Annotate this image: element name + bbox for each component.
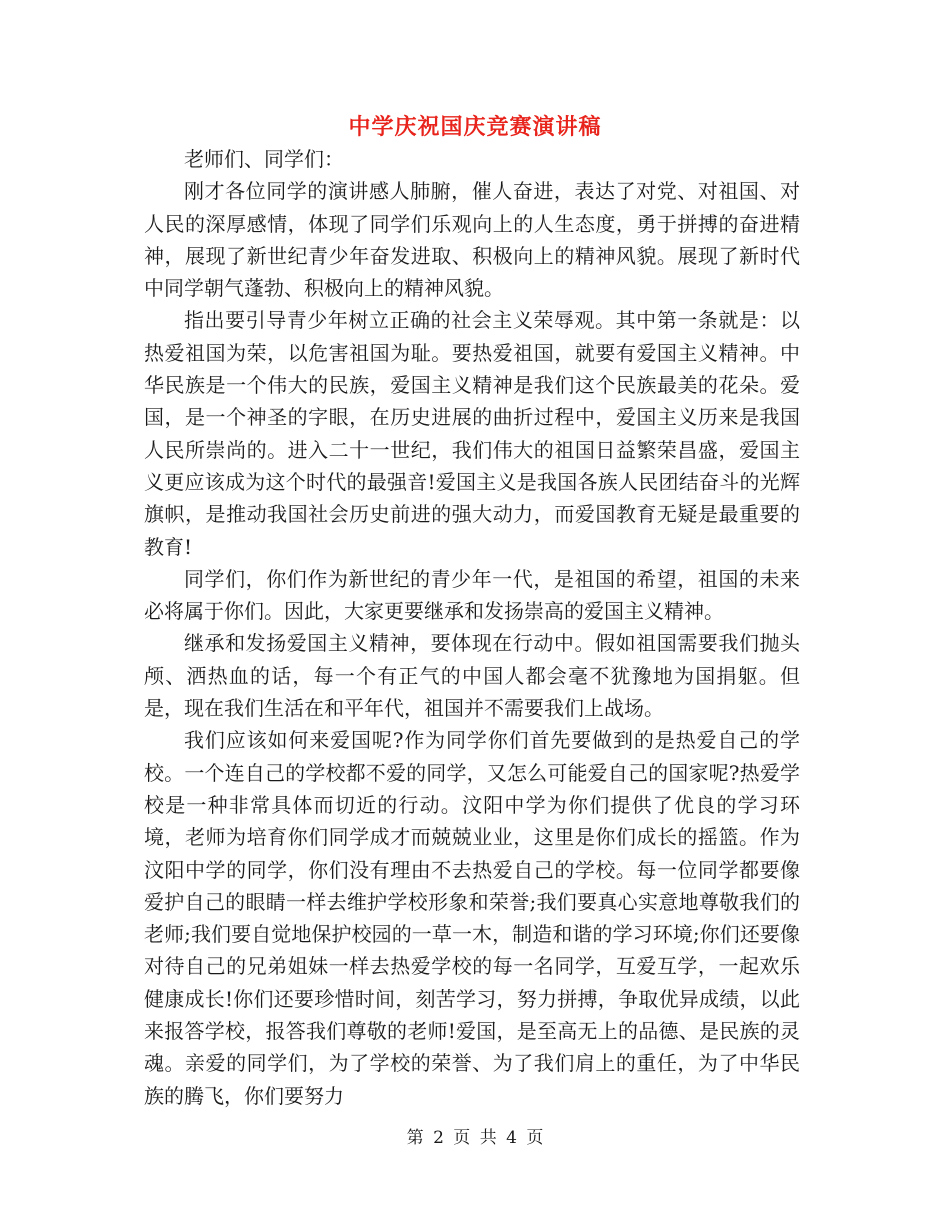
body-paragraph-2: 指出要引导青少年树立正确的社会主义荣辱观。其中第一条就是：以热爱祖国为荣，以危害祖国为耻。要热爱祖国，就要有爱国主义精神。中华民族是一个伟大的民族，爱国主义精神是我们这个民族最美的花朵。爱国，是一个神圣的字眼，在历史进展的曲折过程中，爱国主义历来是我国人民所崇尚的。进入二十一世纪，我们伟大的祖国日益繁荣昌盛，爱国主义更应该成为这个时代的最强音!爱国主义是我国各族人民团结奋斗的光辉旗帜，是推动我国社会历史前进的强大动力，而爱国教育无疑是最重要的教育!: [144, 308, 800, 559]
document-body: [144, 143, 800, 1112]
page-number-footer: 第 2 页 共 4 页: [406, 1128, 544, 1148]
body-paragraph-3: 同学们，你们作为新世纪的青少年一代，是祖国的希望，祖国的未来必将属于你们。因此，大家更要继承和发扬崇高的爱国主义精神。: [144, 566, 800, 624]
body-paragraph-1: 刚才各位同学的演讲感人肺腑，催人奋进，表达了对党、对祖国、对人民的深厚感情，体现了同学们乐观向上的人生态度，勇于拼搏的奋进精神，展现了新世纪青少年奋发进取、积极向上的精神风貌。展现了新时代中同学朝气蓬勃、积极向上的精神风貌。: [144, 179, 800, 301]
salutation-paragraph: 老师们、同学们：: [184, 147, 344, 171]
body-paragraph-4: 继承和发扬爱国主义精神，要体现在行动中。假如祖国需要我们抛头颅、洒热血的话，每一个有正气的中国人都会毫不犹豫地为国捐躯。但是，现在我们生活在和平年代，祖国并不需要我们上战场。: [144, 631, 800, 721]
body-paragraph-5: 我们应该如何来爱国呢?作为同学你们首先要做到的是热爱自己的学校。一个连自己的学校都不爱的同学，又怎么可能爱自己的国家呢?热爱学校是一种非常具体而切近的行动。汶阳中学为你们提供了优良的学习环境，老师为培育你们同学成才而兢兢业业，这里是你们成长的摇篮。作为汶阳中学的同学，你们没有理由不去热爱自己的学校。每一位同学都要像爱护自己的眼睛一样去维护学校形象和荣誉;我们要真心实意地尊敬我们的老师;我们要自觉地保护校园的一草一木，制造和谐的学习环境;你们还要像对待自己的兄弟姐妹一样去热爱学校的每一名同学，互爱互学，一起欢乐健康成长!你们还要珍惜时间，刻苦学习，努力拼搏，争取优异成绩，以此来报答学校，报答我们尊敬的老师!爱国，是至高无上的品德、是民族的灵魂。亲爱的同学们，为了学校的荣誉、为了我们肩上的重任，为了中华民族的腾飞，你们要努力: [144, 728, 800, 1108]
document-title: 中学庆祝国庆竞赛演讲稿: [348, 114, 602, 140]
